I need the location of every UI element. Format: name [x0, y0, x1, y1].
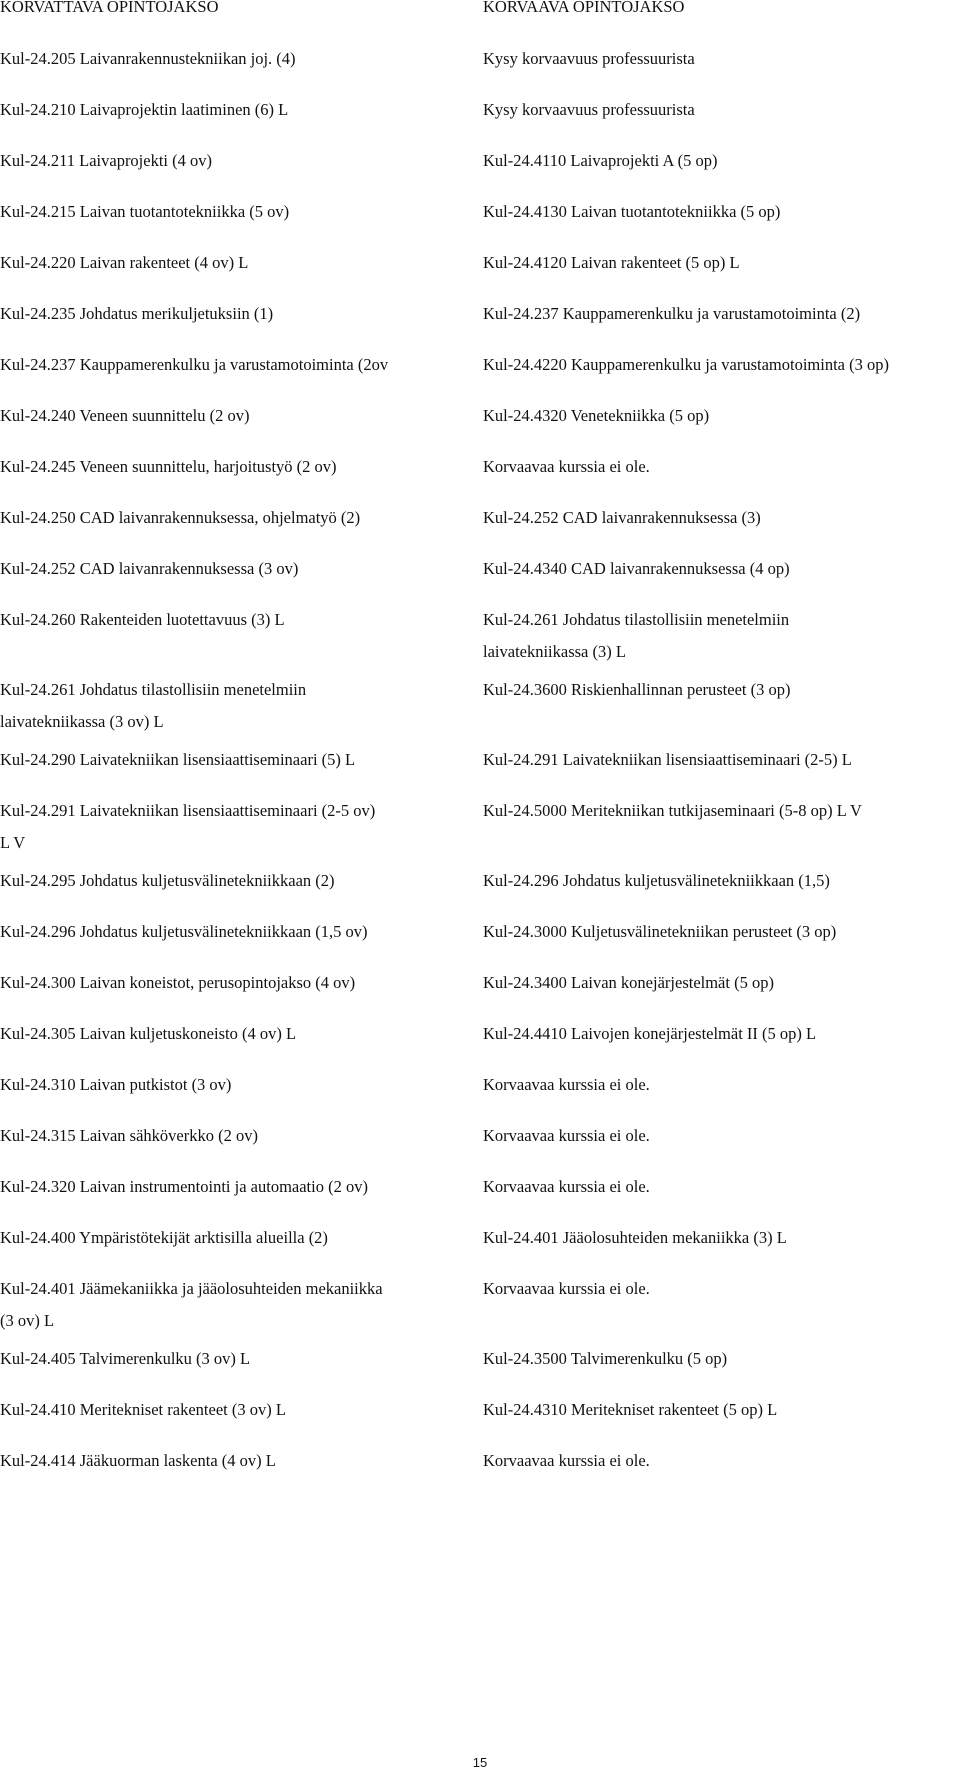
replacing-course	[483, 865, 830, 897]
replaced-course	[0, 1069, 231, 1101]
course-text-line: Kul-24.261 Johdatus tilastollisiin menetelmiin	[483, 610, 790, 629]
course-text-line: Kul-24.5000 Meritekniikan tutkijaseminaari (5-8 op) L V	[483, 801, 862, 820]
replaced-course	[0, 145, 212, 177]
course-text-line: Kul-24.211 Laivaprojekti (4 ov)	[0, 151, 213, 170]
replaced-course	[0, 196, 289, 228]
replacing-course	[483, 145, 717, 177]
replaced-course	[0, 795, 375, 859]
course-text-line: Kul-24.237 Kauppamerenkulku ja varustamotoiminta (2ov	[0, 355, 389, 374]
course-text-line: Kul-24.291 Laivatekniikan lisensiaattiseminaari (2-5) L	[483, 750, 852, 769]
course-text-line: Kul-24.3500 Talvimerenkulku (5 op)	[483, 1349, 728, 1368]
course-text-line: Kul-24.205 Laivanrakennustekniikan joj. (4)	[0, 49, 296, 68]
replacing-course	[483, 1273, 650, 1305]
course-text-line: Korvaavaa kurssia ei ole.	[483, 1451, 650, 1470]
replacing-course	[483, 1069, 650, 1101]
replacing-course	[483, 1394, 777, 1426]
course-text-line: Kul-24.305 Laivan kuljetuskoneisto (4 ov) L	[0, 1024, 297, 1043]
course-text-line: Kul-24.3600 Riskienhallinnan perusteet (3 op)	[483, 680, 791, 699]
course-text-line: Kul-24.4120 Laivan rakenteet (5 op) L	[483, 253, 740, 272]
replaced-course	[0, 674, 306, 738]
course-text-line: laivatekniikassa (3) L	[483, 642, 626, 661]
course-text-line: Kul-24.3400 Laivan konejärjestelmät (5 op)	[483, 973, 774, 992]
replaced-course	[0, 744, 355, 776]
course-text-line: Kysy korvaavuus professuurista	[483, 100, 695, 119]
replaced-course	[0, 1273, 383, 1337]
replaced-course	[0, 1171, 368, 1203]
course-text-line: Kul-24.4310 Meritekniset rakenteet (5 op) L	[483, 1400, 778, 1419]
course-text-line: Kul-24.260 Rakenteiden luotettavuus (3) L	[0, 610, 285, 629]
replacing-course	[483, 1222, 787, 1254]
replaced-course	[0, 1018, 296, 1050]
course-text-line: (3 ov) L	[0, 1311, 55, 1330]
course-text-line: Kul-24.4110 Laivaprojekti A (5 op)	[483, 151, 718, 170]
course-text-line: Kul-24.215 Laivan tuotantotekniikka (5 ov)	[0, 202, 290, 221]
course-text-line: Kul-24.310 Laivan putkistot (3 ov)	[0, 1075, 232, 1094]
replaced-course	[0, 604, 285, 636]
course-text-line: Korvaavaa kurssia ei ole.	[483, 1177, 650, 1196]
replacing-course	[483, 553, 790, 585]
header-replacing-course: KORVAAVA OPINTOJAKSO	[483, 0, 685, 16]
course-text-line: Kul-24.4320 Venetekniikka (5 op)	[483, 406, 710, 425]
replacing-course	[483, 916, 836, 948]
course-text-line: Kul-24.252 CAD laivanrakennuksessa (3)	[483, 508, 761, 527]
replaced-course	[0, 553, 298, 585]
course-text-line: Kul-24.410 Meritekniset rakenteet (3 ov) L	[0, 1400, 286, 1419]
replacing-course	[483, 744, 852, 776]
course-text-line: L V	[0, 833, 26, 852]
course-text-line: Kul-24.4340 CAD laivanrakennuksessa (4 op)	[483, 559, 790, 578]
course-text-line: Kul-24.300 Laivan koneistot, perusopintojakso (4 ov)	[0, 973, 356, 992]
replacing-course	[483, 94, 695, 126]
course-text-line: Kul-24.401 Jäämekaniikka ja jääolosuhteiden mekaniikka	[0, 1279, 383, 1298]
course-text-line: Kul-24.320 Laivan instrumentointi ja automaatio (2 ov)	[0, 1177, 368, 1196]
replacing-course	[483, 1445, 650, 1477]
replacing-course	[483, 43, 695, 75]
course-text-line: Kul-24.4410 Laivojen konejärjestelmät II (5 op) L	[483, 1024, 817, 1043]
course-text-line: laivatekniikassa (3 ov) L	[0, 712, 164, 731]
replacing-course	[483, 1018, 816, 1050]
replaced-course	[0, 451, 337, 483]
course-text-line: Kul-24.240 Veneen suunnittelu (2 ov)	[0, 406, 250, 425]
replaced-course	[0, 400, 249, 432]
course-text-line: Kul-24.3000 Kuljetusvälinetekniikan perusteet (3 op)	[483, 922, 837, 941]
course-text-line: Kul-24.235 Johdatus merikuljetuksiin (1)	[0, 304, 274, 323]
course-text-line: Kul-24.252 CAD laivanrakennuksessa (3 ov)	[0, 559, 299, 578]
page-number: 15	[472, 1755, 488, 1770]
replacing-course	[483, 247, 740, 279]
course-text-line: Kul-24.4130 Laivan tuotantotekniikka (5 op)	[483, 202, 781, 221]
course-text-line: Kul-24.296 Johdatus kuljetusvälinetekniikkaan (1,5 ov)	[0, 922, 368, 941]
course-text-line: Kul-24.220 Laivan rakenteet (4 ov) L	[0, 253, 249, 272]
replaced-course	[0, 94, 288, 126]
course-text-line: Kul-24.290 Laivatekniikan lisensiaattiseminaari (5) L	[0, 750, 356, 769]
course-text-line: Kul-24.405 Talvimerenkulku (3 ov) L	[0, 1349, 251, 1368]
replacing-course	[483, 1171, 650, 1203]
course-text-line: Kul-24.291 Laivatekniikan lisensiaattiseminaari (2-5 ov)	[0, 801, 376, 820]
course-text-line: Kul-24.295 Johdatus kuljetusvälinetekniikkaan (2)	[0, 871, 335, 890]
replaced-course	[0, 1343, 250, 1375]
course-text-line: Kul-24.414 Jääkuorman laskenta (4 ov) L	[0, 1451, 276, 1470]
header-replaced-course: KORVATTAVA OPINTOJAKSO	[0, 0, 219, 16]
course-text-line: Korvaavaa kurssia ei ole.	[483, 457, 650, 476]
replaced-course	[0, 865, 335, 897]
course-text-line: Kul-24.261 Johdatus tilastollisiin menetelmiin	[0, 680, 307, 699]
course-text-line: Kul-24.315 Laivan sähköverkko (2 ov)	[0, 1126, 258, 1145]
course-text-line: Korvaavaa kurssia ei ole.	[483, 1075, 650, 1094]
replaced-course	[0, 43, 296, 75]
replacing-course	[483, 604, 789, 668]
course-text-line: Kul-24.245 Veneen suunnittelu, harjoitustyö (2 ov)	[0, 457, 337, 476]
replacing-course	[483, 298, 860, 330]
replaced-course	[0, 298, 273, 330]
course-text-line: Kysy korvaavuus professuurista	[483, 49, 695, 68]
replacing-course	[483, 1343, 727, 1375]
replaced-course	[0, 1120, 258, 1152]
replacing-course	[483, 400, 709, 432]
replacing-course	[483, 795, 862, 827]
replaced-course	[0, 916, 368, 948]
replacing-course	[483, 967, 774, 999]
course-text-line: Korvaavaa kurssia ei ole.	[483, 1126, 650, 1145]
replacing-course	[483, 502, 761, 534]
replaced-course	[0, 1222, 328, 1254]
course-text-line: Kul-24.250 CAD laivanrakennuksessa, ohjelmatyö (2)	[0, 508, 361, 527]
course-text-line: Kul-24.400 Ympäristötekijät arktisilla alueilla (2)	[0, 1228, 328, 1247]
course-text-line: Kul-24.237 Kauppamerenkulku ja varustamotoiminta (2)	[483, 304, 861, 323]
replaced-course	[0, 1445, 276, 1477]
course-text-line: Kul-24.296 Johdatus kuljetusvälinetekniikkaan (1,5)	[483, 871, 830, 890]
course-text-line: Kul-24.210 Laivaprojektin laatiminen (6) L	[0, 100, 289, 119]
replacing-course	[483, 451, 650, 483]
course-text-line: Korvaavaa kurssia ei ole.	[483, 1279, 650, 1298]
replacing-course	[483, 1120, 650, 1152]
replaced-course	[0, 247, 248, 279]
replacing-course	[483, 674, 790, 706]
replaced-course	[0, 967, 355, 999]
replacing-course	[483, 349, 889, 381]
course-text-line: Kul-24.401 Jääolosuhteiden mekaniikka (3) L	[483, 1228, 787, 1247]
course-text-line: Kul-24.4220 Kauppamerenkulku ja varustamotoiminta (3 op)	[483, 355, 889, 374]
replaced-course	[0, 349, 388, 381]
replaced-course	[0, 502, 360, 534]
replaced-course	[0, 1394, 286, 1426]
replacing-course	[483, 196, 780, 228]
